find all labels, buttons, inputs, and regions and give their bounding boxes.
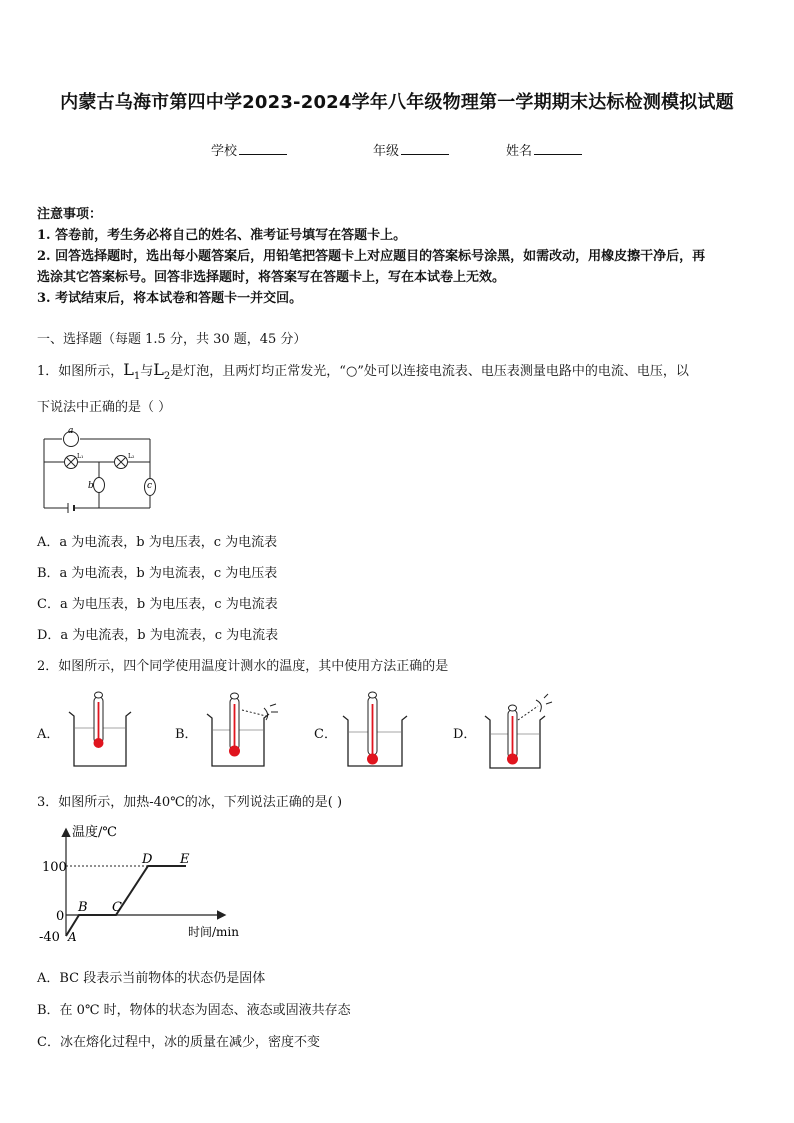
q3-option-a[interactable]: A．BC 段表示当前物体的状态仍是固体 — [37, 971, 266, 986]
thermometer-icon — [94, 692, 104, 748]
q1-L1-letter: L — [123, 360, 134, 379]
notice-heading: 注意事项： — [37, 207, 103, 222]
point-B-label: B — [78, 900, 88, 915]
q3-option-b[interactable]: B．在 0℃ 时，物体的状态为固态、液态或固液共存态 — [37, 1003, 351, 1018]
point-D-label: D — [142, 852, 153, 867]
point-C-label: C — [112, 900, 122, 915]
exam-title: 内蒙古乌海市第四中学2023-2024学年八年级物理第一学期期末达标检测模拟试题 — [60, 92, 734, 113]
meter-b-symbol — [94, 478, 105, 493]
name-label: 姓名 — [506, 144, 533, 159]
q3-option-c[interactable]: C．冰在熔化过程中，冰的质量在减少，密度不变 — [37, 1035, 320, 1050]
notice-item-2: 2. 回答选择题时，选出每小题答案后，用铅笔把答题卡上对应题目的答案标号涂黑，如需改动，用橡皮擦干净后，再 — [37, 249, 706, 264]
notice-item-2-cont: 选涂其它答案标号。回答非选择题时，将答案写在答题卡上，写在本试卷上无效。 — [37, 270, 506, 285]
school-label: 学校 — [211, 144, 238, 159]
q1-stem-line2: 下说法中正确的是（ ） — [37, 400, 172, 415]
q1-L2 — [153, 360, 171, 383]
q2-beaker-a-figure[interactable] — [66, 690, 132, 770]
thermometer-icon — [507, 705, 518, 765]
grade-field — [373, 140, 449, 159]
q3-stem: 3．如图所示，加热-40℃的冰，下列说法正确的是( ) — [37, 795, 343, 810]
y-axis-label: 温度/℃ — [72, 825, 117, 840]
q2-option-b-label[interactable]: B． — [175, 727, 198, 742]
thermometer-icon — [229, 693, 240, 757]
q1-prefix: 1．如图所示， — [37, 364, 124, 379]
lamp-L2-icon — [115, 456, 128, 469]
thermometer-icon — [367, 692, 378, 765]
label-L1: L₁ — [77, 453, 84, 460]
label-c: c — [147, 481, 153, 491]
school-blank[interactable] — [239, 153, 287, 155]
eye-icon — [518, 694, 552, 720]
notice-item-1: 1. 答卷前，考生务必将自己的姓名、准考证号填写在答题卡上。 — [37, 228, 407, 243]
label-L2: L₂ — [128, 453, 135, 460]
notice-item-3: 3. 考试结束后，将本试卷和答题卡一并交回。 — [37, 291, 303, 306]
point-A-label: A — [68, 930, 77, 944]
tick-neg40: -40 — [39, 930, 60, 945]
grade-blank[interactable] — [401, 153, 449, 155]
point-E-label: E — [180, 852, 190, 867]
name-blank[interactable] — [534, 153, 582, 155]
q1-circuit-diagram — [36, 424, 160, 514]
label-a: a — [68, 426, 74, 436]
section-heading: 一、选择题（每题 1.5 分，共 30 题，45 分） — [37, 332, 307, 347]
q2-stem: 2．如图所示，四个同学使用温度计测水的温度，其中使用方法正确的是 — [37, 659, 449, 674]
q1-L1-sub: 1 — [133, 371, 141, 383]
q2-beaker-c-figure[interactable] — [340, 690, 410, 770]
q1-L2-sub: 2 — [163, 371, 171, 383]
q1-with: 与 — [140, 364, 154, 379]
q2-option-a-label[interactable]: A． — [37, 727, 60, 742]
q1-stem-line1 — [37, 360, 689, 382]
q1-suffix: 是灯泡，且两灯均正常发光，“○”处可以连接电流表、电压表测量电路中的电流、电压，以 — [170, 364, 689, 379]
tick-100: 100 — [42, 860, 67, 875]
name-field — [506, 140, 582, 159]
q1-option-d[interactable]: D．a 为电流表，b 为电流表，c 为电流表 — [37, 628, 279, 643]
q2-beaker-b-figure[interactable] — [204, 690, 284, 770]
tick-0: 0 — [56, 909, 65, 924]
label-b: b — [88, 481, 94, 491]
q2-option-d-label[interactable]: D． — [453, 727, 477, 742]
lamp-L1-icon — [65, 456, 78, 469]
school-field — [211, 140, 287, 159]
x-axis-label: 时间/min — [188, 925, 239, 939]
q1-L1 — [123, 360, 141, 383]
q1-option-c[interactable]: C．a 为电压表，b 为电压表，c 为电流表 — [37, 597, 278, 612]
q2-beaker-d-figure[interactable] — [482, 690, 562, 770]
q1-option-b[interactable]: B．a 为电流表，b 为电流表，c 为电压表 — [37, 566, 278, 581]
battery-icon — [68, 503, 74, 513]
q1-option-a[interactable]: A．a 为电流表，b 为电压表，c 为电流表 — [37, 535, 278, 550]
q3-heating-graph — [36, 820, 248, 946]
eye-icon — [242, 704, 278, 720]
q2-option-c-label[interactable]: C． — [314, 727, 337, 742]
q1-L2-letter: L — [153, 360, 164, 379]
grade-label: 年级 — [373, 144, 400, 159]
